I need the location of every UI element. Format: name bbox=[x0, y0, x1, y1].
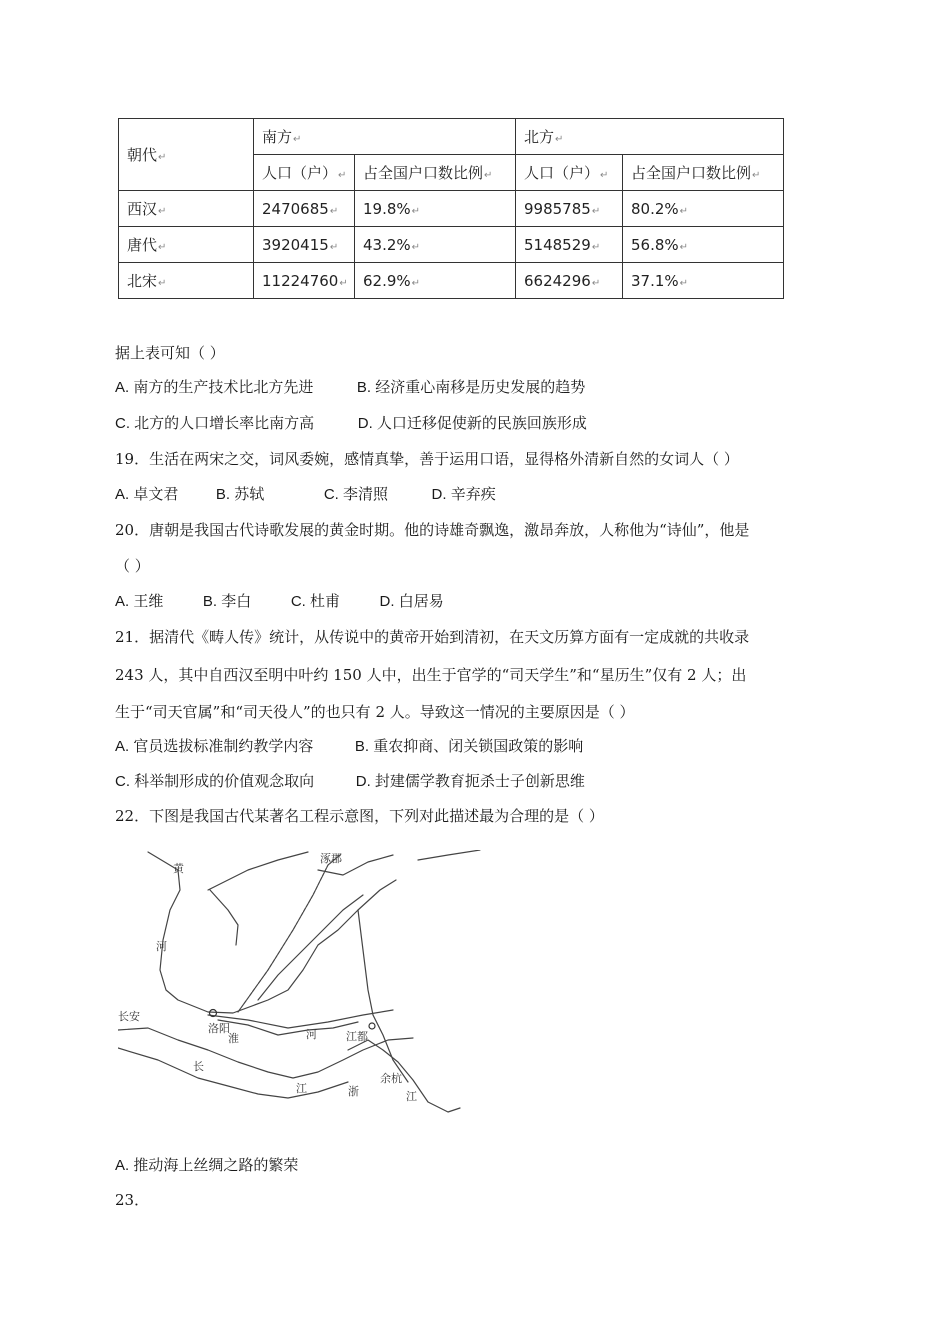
q21-option-c[interactable]: C. 科举制形成的价值观念取向 bbox=[115, 773, 315, 790]
cell-north-pop: 9985785↵ bbox=[516, 191, 623, 227]
map-label-zhe: 浙 bbox=[348, 1085, 359, 1098]
population-table bbox=[118, 118, 784, 299]
q22-stem: 22．下图是我国古代某著名工程示意图，下列对此描述最为合理的是（ ） bbox=[115, 807, 604, 825]
map-label-chang: 长 bbox=[193, 1060, 204, 1073]
q21-line3: 生于“司天官属”和“司天役人”的也只有 2 人。导致这一情况的主要原因是（ ） bbox=[115, 703, 635, 721]
cell-dynasty: 西汉↵ bbox=[119, 191, 254, 227]
cell-south-pop: 2470685↵ bbox=[254, 191, 355, 227]
cell-north-ratio: 37.1%↵ bbox=[623, 263, 784, 299]
cell-dynasty: 北宋↵ bbox=[119, 263, 254, 299]
map-label-he2: 河 bbox=[306, 1028, 317, 1041]
header-south: 南方↵ bbox=[254, 119, 516, 155]
header-north-pop: 人口（户）↵ bbox=[516, 155, 623, 191]
q22-option-a[interactable]: A. 推动海上丝绸之路的繁荣 bbox=[115, 1157, 299, 1174]
q19-option-d[interactable]: D. 辛弃疾 bbox=[431, 486, 496, 503]
map-label-jiangdu: 江都 bbox=[346, 1030, 368, 1043]
q18-options-row1 bbox=[115, 377, 585, 398]
q19-option-c[interactable]: C. 李清照 bbox=[323, 486, 388, 503]
q18-option-a[interactable]: A. 南方的生产技术比北方先进 bbox=[115, 379, 314, 396]
cell-north-pop: 5148529↵ bbox=[516, 227, 623, 263]
q19-option-a[interactable]: A. 卓文君 bbox=[115, 486, 179, 503]
q20-stem-line2: （ ） bbox=[115, 557, 150, 575]
q21-line1: 21．据清代《畴人传》统计，从传说中的黄帝开始到清初，在天文历算方面有一定成就的共收录 bbox=[115, 628, 750, 646]
grand-canal-map bbox=[118, 850, 488, 1115]
q21-line2: 243 人，其中自西汉至明中叶约 150 人中，出生于官学的“司天学生”和“星历生”仅有 2 人；出 bbox=[115, 666, 747, 684]
q19-stem: 19．生活在两宋之交，词风委婉，感情真挚，善于运用口语，显得格外清新自然的女词人（ ） bbox=[115, 450, 739, 468]
map-label-yuhang: 余杭 bbox=[380, 1072, 402, 1085]
q18-stem: 据上表可知（ ） bbox=[115, 344, 225, 362]
table-row bbox=[119, 227, 784, 263]
q20-option-b[interactable]: B. 李白 bbox=[202, 593, 252, 610]
q19-option-b[interactable]: B. 苏轼 bbox=[215, 486, 265, 503]
map-label-changan: 长安 bbox=[118, 1010, 140, 1023]
q21-options-row2 bbox=[115, 771, 585, 792]
map-label-zhuojun: 涿郡 bbox=[320, 852, 342, 865]
map-label-jiang: 江 bbox=[296, 1082, 307, 1095]
q20-option-c[interactable]: C. 杜甫 bbox=[290, 593, 340, 610]
cell-north-ratio: 56.8%↵ bbox=[623, 227, 784, 263]
q20-options bbox=[115, 591, 444, 612]
q21-option-b[interactable]: B. 重农抑商、闭关锁国政策的影响 bbox=[354, 738, 584, 755]
q18-options-row2 bbox=[115, 413, 587, 434]
cell-south-ratio: 43.2%↵ bbox=[355, 227, 516, 263]
q21-options-row1 bbox=[115, 736, 583, 757]
q20-option-a[interactable]: A. 王维 bbox=[115, 593, 164, 610]
cell-south-pop: 3920415↵ bbox=[254, 227, 355, 263]
q18-option-b[interactable]: B. 经济重心南移是历史发展的趋势 bbox=[356, 379, 586, 396]
q23-stem: 23． bbox=[115, 1191, 150, 1209]
q20-option-d[interactable]: D. 白居易 bbox=[379, 593, 444, 610]
header-south-ratio: 占全国户口数比例↵ bbox=[355, 155, 516, 191]
cell-south-ratio: 62.9%↵ bbox=[355, 263, 516, 299]
table-row bbox=[119, 263, 784, 299]
q18-option-d[interactable]: D. 人口迁移促使新的民族回族形成 bbox=[357, 415, 587, 432]
q18-option-c[interactable]: C. 北方的人口增长率比南方高 bbox=[115, 415, 315, 432]
header-north-ratio: 占全国户口数比例↵ bbox=[623, 155, 784, 191]
q19-options bbox=[115, 484, 496, 505]
map-label-he: 河 bbox=[156, 940, 167, 953]
header-north: 北方↵ bbox=[516, 119, 784, 155]
map-label-jiang2: 江 bbox=[406, 1090, 417, 1103]
cell-north-ratio: 80.2%↵ bbox=[623, 191, 784, 227]
map-label-luoyang: 洛阳 bbox=[208, 1022, 230, 1035]
cell-north-pop: 6624296↵ bbox=[516, 263, 623, 299]
header-south-pop: 人口（户）↵ bbox=[254, 155, 355, 191]
q21-option-a[interactable]: A. 官员选拔标准制约教学内容 bbox=[115, 738, 314, 755]
q20-stem-line1: 20．唐朝是我国古代诗歌发展的黄金时期。他的诗雄奇飘逸，激昂奔放，人称他为“诗仙”，他是 bbox=[115, 521, 750, 539]
q21-option-d[interactable]: D. 封建儒学教育扼杀士子创新思维 bbox=[355, 773, 585, 790]
cell-south-ratio: 19.8%↵ bbox=[355, 191, 516, 227]
cell-south-pop: 11224760↵ bbox=[254, 263, 355, 299]
map-label-huang: 黄 bbox=[173, 862, 184, 875]
cell-dynasty: 唐代↵ bbox=[119, 227, 254, 263]
map-label-huai: 淮 bbox=[228, 1032, 239, 1045]
table-row bbox=[119, 191, 784, 227]
header-dynasty: 朝代↵ bbox=[119, 119, 254, 191]
